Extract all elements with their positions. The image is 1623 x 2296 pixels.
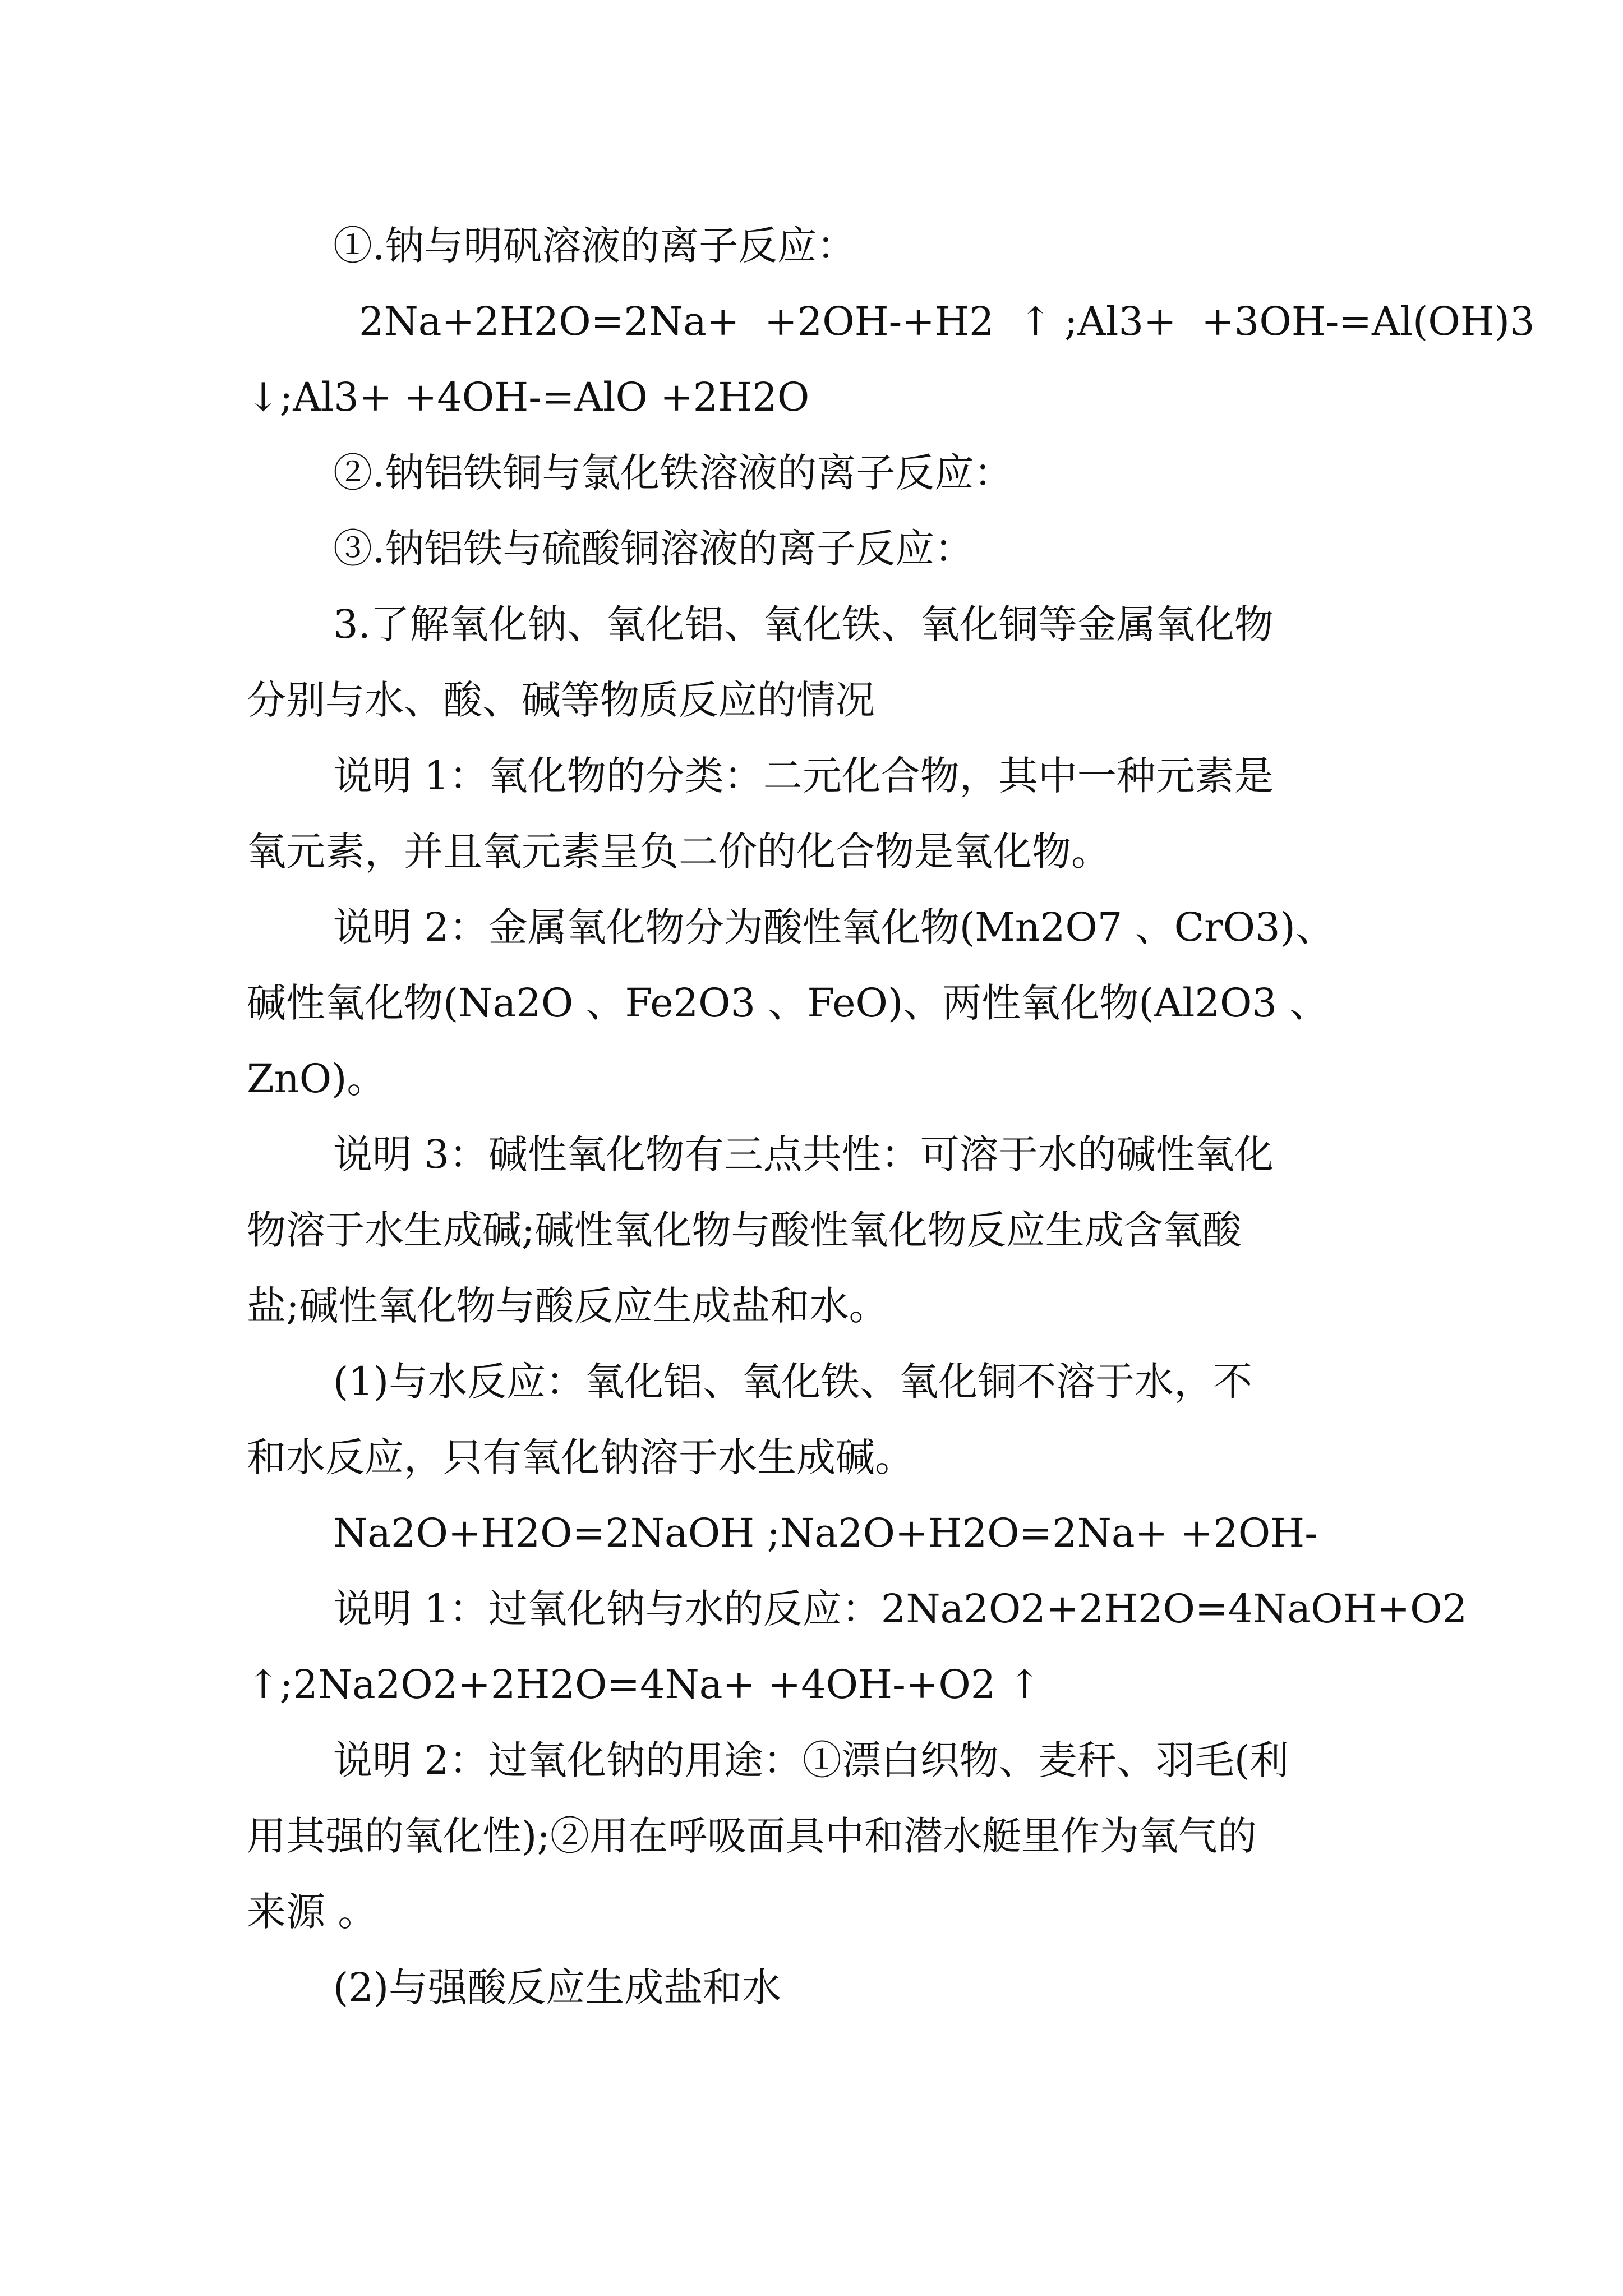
text-line: (1)与水反应：氧化铝、氧化铁、氧化铜不溶于水，不 bbox=[333, 1359, 1253, 1405]
text-line: 说明 1：过氧化钠与水的反应：2Na2O2+2H2O=4NaOH+O2 bbox=[333, 1586, 1468, 1632]
text-line: 碱性氧化物(Na2O 、Fe2O3 、FeO)、两性氧化物(Al2O3 、 bbox=[247, 980, 1329, 1026]
text-line: 说明 1：氧化物的分类：二元化合物，其中一种元素是 bbox=[333, 753, 1274, 799]
text-line: 氧元素，并且氧元素呈负二价的化合物是氧化物。 bbox=[247, 829, 1110, 875]
text-line: 来源 。 bbox=[247, 1889, 377, 1935]
equation-line: ↓;Al3+ +4OH-=AlO +2H2O bbox=[247, 374, 810, 420]
equation-line: Na2O+H2O=2NaOH ;Na2O+H2O=2Na+ +2OH- bbox=[333, 1510, 1318, 1556]
equation-line: ↑;2Na2O2+2H2O=4Na+ +4OH-+O2 ↑ bbox=[247, 1662, 1041, 1708]
text-line: ②.钠铝铁铜与氯化铁溶液的离子反应： bbox=[333, 450, 1013, 496]
text-line: 说明 2：过氧化钠的用途：①漂白织物、麦秆、羽毛(利 bbox=[333, 1737, 1289, 1783]
text-line: 用其强的氧化性);②用在呼吸面具中和潜水艇里作为氧气的 bbox=[247, 1813, 1257, 1859]
text-line: 物溶于水生成碱;碱性氧化物与酸性氧化物反应生成含氧酸 bbox=[247, 1207, 1242, 1253]
text-line: 和水反应，只有氧化钠溶于水生成碱。 bbox=[247, 1434, 914, 1480]
text-line: ZnO)。 bbox=[247, 1056, 386, 1102]
section-heading: 3.了解氧化钠、氧化铝、氧化铁、氧化铜等金属氧化物 bbox=[333, 601, 1274, 647]
text-line: 说明 3：碱性氧化物有三点共性：可溶于水的碱性氧化 bbox=[333, 1131, 1274, 1177]
equation-line: 2Na+2H2O=2Na+ +2OH-+H2 ↑ ;Al3+ +3OH-=Al(OH)3 bbox=[359, 298, 1535, 344]
text-line: 盐;碱性氧化物与酸反应生成盐和水。 bbox=[247, 1283, 888, 1329]
text-line: (2)与强酸反应生成盐和水 bbox=[333, 1964, 782, 2010]
text-line: ③.钠铝铁与硫酸铜溶液的离子反应： bbox=[333, 526, 974, 572]
text-line: ①.钠与明矾溶液的离子反应： bbox=[333, 223, 856, 269]
text-line: 说明 2：金属氧化物分为酸性氧化物(Mn2O7 、CrO3)、 bbox=[333, 904, 1335, 950]
text-line: 分别与水、酸、碱等物质反应的情况 bbox=[247, 677, 875, 723]
